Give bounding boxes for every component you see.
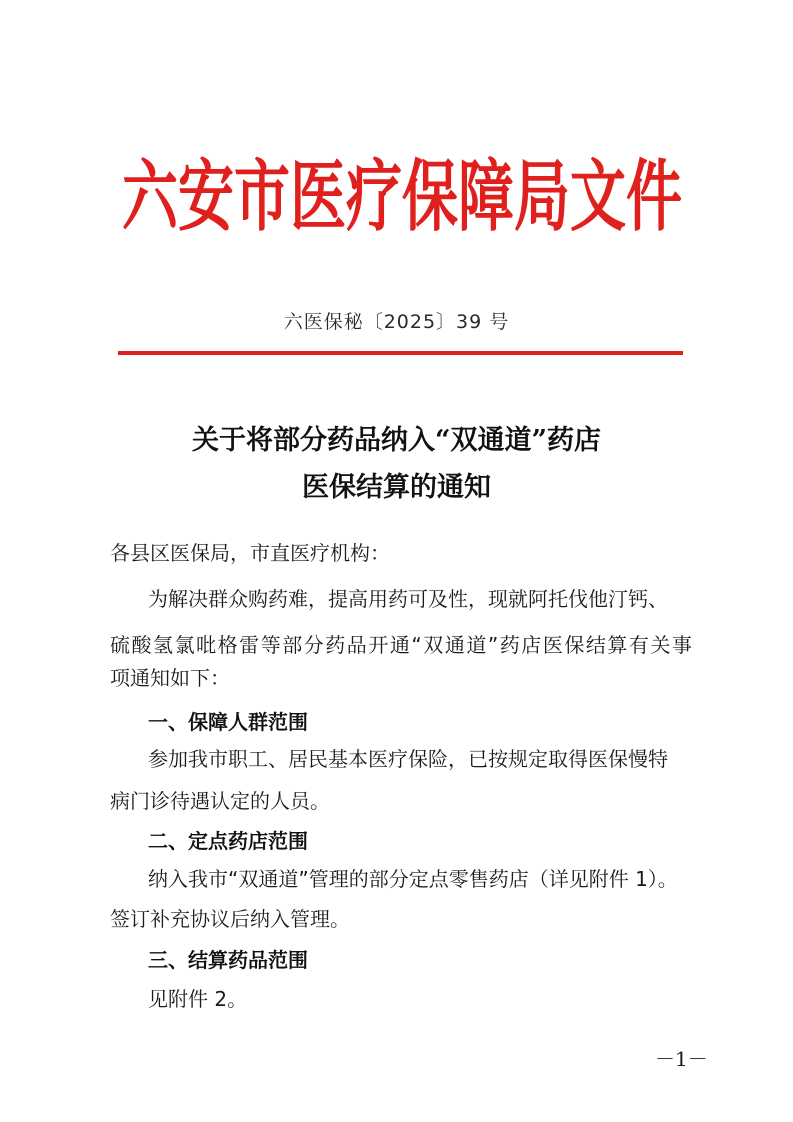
section-heading: 三、结算药品范围 — [148, 948, 308, 972]
notice-title-line1: 关于将部分药品纳入“双通道”药店 — [191, 425, 602, 456]
notice-title-line2: 医保结算的通知 — [302, 472, 491, 503]
section-heading: 二、定点药店范围 — [148, 829, 308, 853]
section-heading: 一、保障人群范围 — [148, 710, 308, 734]
section-text-line: 签订补充协议后纳入管理。 — [110, 907, 350, 931]
section-text-line: 见附件 2。 — [148, 987, 248, 1011]
issuing-authority-title: 六安市医疗保障局文件 — [122, 151, 682, 243]
intro-paragraph-line: 项通知如下： — [110, 666, 230, 690]
intro-paragraph-line: 硫酸氢氯吡格雷等部分药品开通“双通道”药店医保结算有关事 — [110, 633, 692, 657]
page-number: －1－ — [655, 1047, 708, 1071]
section-text-line: 病门诊待遇认定的人员。 — [110, 789, 330, 813]
document-number: 六医保秘〔2025〕39 号 — [283, 311, 510, 333]
salutation: 各县区医保局，市直医疗机构： — [110, 541, 390, 565]
section-text-line: 参加我市职工、居民基本医疗保险，已按规定取得医保慢特 — [148, 747, 668, 771]
red-divider-line — [118, 351, 683, 355]
section-text-line: 纳入我市“双通道”管理的部分定点零售药店（详见附件 1）。 — [148, 867, 678, 891]
intro-paragraph-line: 为解决群众购药难，提高用药可及性，现就阿托伐他汀钙、 — [148, 587, 668, 611]
